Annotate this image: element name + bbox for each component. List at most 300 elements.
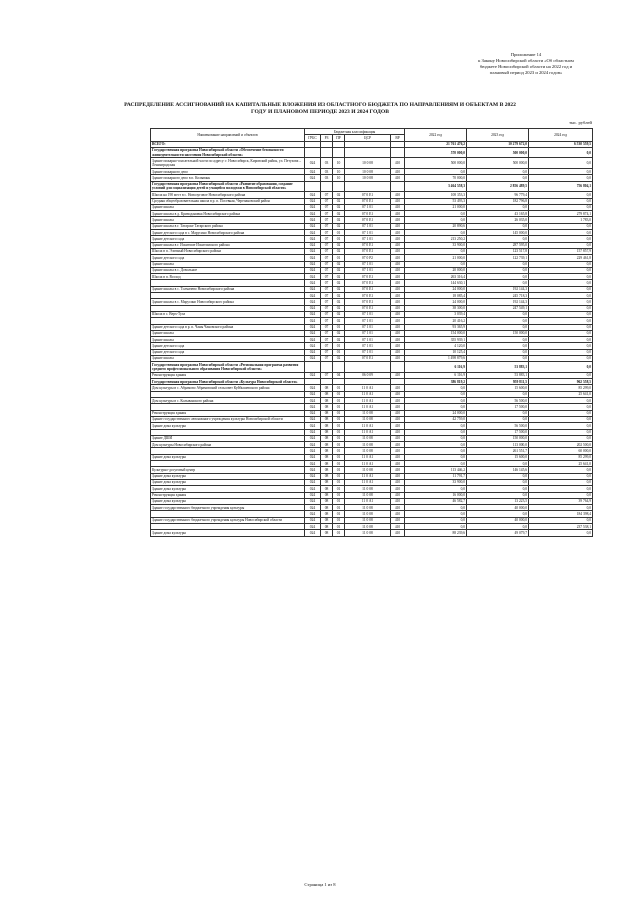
row-value-2024: 0,0 <box>529 423 593 429</box>
row-code-vr: 410 <box>391 286 405 292</box>
row-code-csr: 11 0 А1 <box>345 454 391 460</box>
units-label: тыс. рублей <box>569 120 592 125</box>
row-name: Здание ДШИ <box>151 435 305 441</box>
row-code-rz: 08 <box>321 398 333 404</box>
row-code-grbs: 024 <box>305 423 321 429</box>
row-name: Здание дома культуры <box>151 486 305 492</box>
row-code-grbs: 024 <box>305 248 321 254</box>
row-code-pr: 02 <box>333 318 345 324</box>
row-code-csr: 11 0 08 <box>345 511 391 517</box>
row-value-2023: 0,0 <box>467 261 529 267</box>
row-code-grbs: 024 <box>305 530 321 536</box>
row-value-2024: 0,0 <box>529 261 593 267</box>
row-code-rz: 07 <box>321 261 333 267</box>
row-code-pr: 02 <box>333 267 345 273</box>
row-code-rz <box>321 147 333 158</box>
row-name: Здание детского сада <box>151 349 305 355</box>
row-code-rz: 07 <box>321 324 333 330</box>
row-code-vr: 410 <box>391 524 405 530</box>
row-value-2024: 229 461,8 <box>529 255 593 261</box>
row-code-rz: 07 <box>321 223 333 229</box>
row-code-csr: 11 0 08 <box>345 517 391 523</box>
row-value-2024: 0,0 <box>529 492 593 498</box>
row-value-2023: 245 718,3 <box>467 293 529 299</box>
row-value-2024: 0,0 <box>529 318 593 324</box>
row-code-rz: 07 <box>321 230 333 236</box>
row-value-2023: 56 500,0 <box>467 398 529 404</box>
row-code-grbs: 024 <box>305 169 321 175</box>
row-value-2022: 24 000,0 <box>405 286 467 292</box>
row-name: Здание государственного бюджетного учреждения культуры <box>151 505 305 511</box>
row-value-2022: 42 759,0 <box>405 416 467 422</box>
row-value-2022: 0,0 <box>405 524 467 530</box>
row-code-vr: 410 <box>391 511 405 517</box>
row-code-grbs: 024 <box>305 261 321 267</box>
row-code-rz: 07 <box>321 311 333 317</box>
row-code-pr: 02 <box>333 293 345 299</box>
row-value-2024: 0,0 <box>529 311 593 317</box>
row-code-grbs: 024 <box>305 175 321 181</box>
row-code-pr: 10 <box>333 158 345 169</box>
row-code-csr: 07 1 01 <box>345 311 391 317</box>
row-code-pr: 01 <box>333 530 345 536</box>
row-code-pr: 02 <box>333 355 345 361</box>
row-code-grbs: 024 <box>305 204 321 210</box>
row-value-2022: 33 900,0 <box>405 479 467 485</box>
row-value-2024: 0,0 <box>529 147 593 158</box>
row-value-2024: 0,0 <box>529 473 593 479</box>
row-code-csr: 11 0 08 <box>345 505 391 511</box>
row-value-2023: 0,0 <box>467 473 529 479</box>
row-value-2022: 113 446,2 <box>405 467 467 473</box>
row-code-vr: 410 <box>391 204 405 210</box>
row-code-grbs: 024 <box>305 280 321 286</box>
row-code-csr: 07 1 01 <box>345 267 391 273</box>
row-code-csr: 07 1 01 <box>345 330 391 336</box>
row-code-vr: 410 <box>391 242 405 248</box>
row-value-2022: 386 819,2 <box>405 379 467 385</box>
row-code-csr: 07 0 Е1 <box>345 242 391 248</box>
row-code-csr: 11 0 08 <box>345 524 391 530</box>
row-code-rz: 07 <box>321 286 333 292</box>
row-code-pr: 01 <box>333 473 345 479</box>
row-code-grbs: 024 <box>305 398 321 404</box>
row-code-rz: 07 <box>321 211 333 217</box>
row-code-grbs: 024 <box>305 524 321 530</box>
row-code-rz: 03 <box>321 175 333 181</box>
row-value-2022: 10 125,4 <box>405 349 467 355</box>
row-name: Здание государственного бюджетного учреждения культуры Новосибирской области <box>151 517 305 523</box>
row-code-vr: 410 <box>391 211 405 217</box>
row-value-2022: 0,0 <box>405 461 467 467</box>
row-value-2024: 0,0 <box>529 467 593 473</box>
row-name: Школа на 190 мест в с. Новолуговое Новосибирского района <box>151 192 305 198</box>
row-code-vr: 410 <box>391 454 405 460</box>
row-code-csr: 07 0 Е1 <box>345 305 391 311</box>
row-code-rz: 08 <box>321 479 333 485</box>
row-value-2023: 49 079,7 <box>467 530 529 536</box>
row-code-rz: 08 <box>321 385 333 391</box>
row-code-grbs: 024 <box>305 274 321 280</box>
row-code-csr: 11 0 А1 <box>345 398 391 404</box>
row-code-pr: 10 <box>333 175 345 181</box>
row-value-2022: 0,0 <box>405 217 467 223</box>
row-value-2023: 0,0 <box>467 486 529 492</box>
row-code-grbs <box>305 147 321 158</box>
row-code-pr: 01 <box>333 391 345 397</box>
row-name: Школа в п. Восход <box>151 274 305 280</box>
row-code-grbs: 024 <box>305 299 321 305</box>
row-value-2022: 3 464 558,3 <box>405 181 467 192</box>
row-code-pr: 01 <box>333 410 345 416</box>
row-code-vr: 410 <box>391 169 405 175</box>
row-code-pr: 01 <box>333 404 345 410</box>
row-code-rz: 07 <box>321 255 333 261</box>
row-value-2023: 53 883,1 <box>467 372 529 378</box>
row-value-2024: 0,0 <box>529 236 593 242</box>
row-code-pr: 01 <box>333 324 345 330</box>
table-row <box>151 530 593 536</box>
row-code-pr: 02 <box>333 286 345 292</box>
row-value-2022: 0,0 <box>405 442 467 448</box>
row-code-pr: 01 <box>333 486 345 492</box>
row-value-2024: 0,0 <box>529 267 593 273</box>
row-code-pr: 01 <box>333 230 345 236</box>
row-code-csr: 11 0 08 <box>345 416 391 422</box>
row-value-2024: 60 000,0 <box>529 448 593 454</box>
row-code-rz: 07 <box>321 293 333 299</box>
row-value-2024: 0,0 <box>529 505 593 511</box>
row-code-grbs: 024 <box>305 311 321 317</box>
row-code-pr: 02 <box>333 261 345 267</box>
row-code-csr: 10 0 08 <box>345 175 391 181</box>
row-code-pr: 02 <box>333 299 345 305</box>
row-code-grbs: 024 <box>305 242 321 248</box>
annex-line: бюджете Новосибирской области на 2022 год и <box>479 64 573 69</box>
row-code-vr: 410 <box>391 311 405 317</box>
row-code-pr: 04 <box>333 372 345 378</box>
row-value-2022: 0,0 <box>405 230 467 236</box>
row-value-2022: 355 939,1 <box>405 337 467 343</box>
row-code-vr: 410 <box>391 236 405 242</box>
row-name: Государственная программа Новосибирской области «Развитие образования, создание условий для социализации детей и учащейся молодежи в Новосибирской области» <box>151 181 305 192</box>
row-value-2024: 279 874,1 <box>529 211 593 217</box>
row-code-pr: 01 <box>333 343 345 349</box>
row-code-csr: 07 1 01 <box>345 349 391 355</box>
row-code-pr: 01 <box>333 442 345 448</box>
row-value-2024: 0,0 <box>529 435 593 441</box>
row-value-2023: 959 811,5 <box>467 379 529 385</box>
row-value-2022: 46 582,7 <box>405 498 467 504</box>
row-value-2022: 20 416,2 <box>405 318 467 324</box>
row-value-2024: 1 783,0 <box>529 217 593 223</box>
row-code-grbs: 024 <box>305 416 321 422</box>
row-value-2024: 0,0 <box>529 349 593 355</box>
row-value-2023: 182 796,8 <box>467 198 529 204</box>
row-value-2023: 0,0 <box>467 511 529 517</box>
row-value-2024: 85 299,0 <box>529 385 593 391</box>
row-code-rz: 07 <box>321 274 333 280</box>
row-code-csr: 11 0 08 <box>345 448 391 454</box>
row-code-grbs: 024 <box>305 435 321 441</box>
row-code-grbs: 024 <box>305 305 321 311</box>
row-name: Здание дома культуры <box>151 498 305 504</box>
row-value-2023: 0,0 <box>467 524 529 530</box>
row-code-vr: 410 <box>391 261 405 267</box>
row-code-vr: 410 <box>391 274 405 280</box>
row-value-2022: 154 000,0 <box>405 330 467 336</box>
row-code-vr: 410 <box>391 461 405 467</box>
row-code-grbs: 024 <box>305 211 321 217</box>
row-value-2022: 570 000,0 <box>405 147 467 158</box>
row-value-2023: 0,0 <box>467 410 529 416</box>
row-value-2024: 962 558,5 <box>529 379 593 385</box>
row-name: Дом культуры в с. Абрамово Абрамовский сельсовет Куйбышевского района <box>151 385 305 391</box>
row-code-pr: 01 <box>333 511 345 517</box>
row-code-vr: 410 <box>391 248 405 254</box>
row-code-grbs: 024 <box>305 255 321 261</box>
row-code-pr: 01 <box>333 435 345 441</box>
row-code-vr: 410 <box>391 318 405 324</box>
row-code-pr <box>333 181 345 192</box>
row-code-vr <box>391 362 405 373</box>
row-code-rz: 08 <box>321 442 333 448</box>
row-code-pr: 10 <box>333 169 345 175</box>
row-code-rz: 08 <box>321 511 333 517</box>
row-name: Здание детского сада <box>151 343 305 349</box>
row-code-grbs: 024 <box>305 498 321 504</box>
row-name: Государственная программа Новосибирской области «Обеспечение безопасности жизнедеятельности населения Новосибирской области» <box>151 147 305 158</box>
row-name: Здание школы <box>151 330 305 336</box>
row-code-vr: 410 <box>391 416 405 422</box>
row-code-grbs: 024 <box>305 429 321 435</box>
row-code-rz: 08 <box>321 530 333 536</box>
row-code-rz: 08 <box>321 461 333 467</box>
row-code-rz: 08 <box>321 498 333 504</box>
row-code-rz: 07 <box>321 343 333 349</box>
row-value-2022: 0,0 <box>405 423 467 429</box>
row-code-csr: 07 0 Е1 <box>345 198 391 204</box>
table-body <box>151 141 593 536</box>
row-name: Школа в п. Элитный Новосибирского района <box>151 248 305 254</box>
allocation-table <box>150 128 593 537</box>
row-code-pr: 01 <box>333 461 345 467</box>
row-code-vr: 410 <box>391 324 405 330</box>
row-value-2024: 0,0 <box>529 410 593 416</box>
row-name: Здание дома культуры <box>151 473 305 479</box>
row-code-grbs: 024 <box>305 505 321 511</box>
row-code-rz: 07 <box>321 198 333 204</box>
row-code-vr: 410 <box>391 349 405 355</box>
row-code-csr: 07 0 Е1 <box>345 293 391 299</box>
row-value-2022: 88 239,6 <box>405 530 467 536</box>
row-code-vr: 410 <box>391 498 405 504</box>
row-code-vr: 410 <box>391 337 405 343</box>
row-code-pr: 01 <box>333 385 345 391</box>
row-value-2023: 0,0 <box>467 236 529 242</box>
annex-line: плановый период 2023 и 2024 годов» <box>489 70 563 75</box>
row-name: Здание дома культуры <box>151 454 305 460</box>
row-name: Дом культуры Новосибирского района <box>151 442 305 448</box>
row-code-vr: 410 <box>391 217 405 223</box>
row-value-2023: 150 000,0 <box>467 435 529 441</box>
row-value-2023: 0,0 <box>467 324 529 330</box>
row-code-csr: 11 0 08 <box>345 486 391 492</box>
row-value-2024: 0,0 <box>529 355 593 361</box>
row-code-csr: 07 0 Е1 <box>345 286 391 292</box>
row-code-rz: 07 <box>321 355 333 361</box>
row-value-2023: 0,0 <box>467 355 529 361</box>
row-code-grbs: 024 <box>305 486 321 492</box>
row-code-vr: 410 <box>391 255 405 261</box>
row-value-2024: 0,0 <box>529 286 593 292</box>
row-value-2023: 122 739,1 <box>467 255 529 261</box>
table-row <box>151 362 593 373</box>
header-vr: ВР <box>391 135 405 141</box>
row-value-2023: 0,0 <box>467 337 529 343</box>
row-code-rz: 07 <box>321 248 333 254</box>
row-code-pr <box>333 362 345 373</box>
row-code-vr: 410 <box>391 404 405 410</box>
row-code-csr <box>345 147 391 158</box>
row-name: Здание дома культуры <box>151 423 305 429</box>
row-code-csr: 07 0 Е1 <box>345 355 391 361</box>
row-name: Государственная программа Новосибирской области «Региональная программа развития среднего профессионального образования Новосибирской области» <box>151 362 305 373</box>
row-value-2023: 192 144,3 <box>467 299 529 305</box>
row-code-vr: 410 <box>391 410 405 416</box>
row-code-vr: 410 <box>391 467 405 473</box>
row-code-grbs: 024 <box>305 473 321 479</box>
row-code-csr: 06 0 09 <box>345 372 391 378</box>
row-code-grbs: 024 <box>305 286 321 292</box>
row-code-rz: 07 <box>321 242 333 248</box>
row-code-rz: 08 <box>321 410 333 416</box>
row-code-csr: 07 0 Е1 <box>345 217 391 223</box>
row-value-2024: 0,0 <box>529 305 593 311</box>
row-code-vr: 410 <box>391 267 405 273</box>
row-code-vr: 410 <box>391 398 405 404</box>
row-name: Здание детского сада в р. п. Чаны Чановского района <box>151 324 305 330</box>
row-value-2023: 145 000,0 <box>467 230 529 236</box>
row-value-2024: 0,0 <box>529 330 593 336</box>
row-code-pr: 02 <box>333 192 345 198</box>
row-value-2024: 157 857,9 <box>529 248 593 254</box>
row-code-vr: 410 <box>391 293 405 299</box>
row-value-2023: 123 517,8 <box>467 248 529 254</box>
row-code-grbs: 024 <box>305 293 321 299</box>
row-code-rz <box>321 362 333 373</box>
row-code-grbs: 024 <box>305 517 321 523</box>
row-value-2022: 0,0 <box>405 429 467 435</box>
row-value-2023: 0,0 <box>467 416 529 422</box>
row-code-csr: 11 0 А1 <box>345 385 391 391</box>
row-name: Здание школы <box>151 217 305 223</box>
row-code-rz: 08 <box>321 416 333 422</box>
row-code-grbs: 024 <box>305 461 321 467</box>
row-value-2023: 0,0 <box>467 280 529 286</box>
row-value-2022: 20 000,0 <box>405 267 467 273</box>
row-value-2022: 0,0 <box>405 454 467 460</box>
row-name: Здание пожарного депо в п. Колывань <box>151 175 305 181</box>
row-value-2023: 0,0 <box>467 204 529 210</box>
row-value-2024: 0,0 <box>529 293 593 299</box>
row-value-2022: 0,0 <box>405 435 467 441</box>
row-value-2022: 0,0 <box>405 391 467 397</box>
row-code-grbs: 024 <box>305 410 321 416</box>
row-code-pr: 01 <box>333 255 345 261</box>
row-value-2023: 0,0 <box>467 391 529 397</box>
row-value-2023: 0,0 <box>467 343 529 349</box>
row-code-grbs: 024 <box>305 158 321 169</box>
row-code-grbs: 024 <box>305 337 321 343</box>
row-code-rz: 08 <box>321 492 333 498</box>
row-value-2024: 756 804,1 <box>529 181 593 192</box>
row-name: Здание школы в г. Татарске Татарского района <box>151 223 305 229</box>
table-row <box>151 158 593 169</box>
row-value-2022: 93 365,9 <box>405 324 467 330</box>
row-value-2022: 0,0 <box>405 404 467 410</box>
row-code-grbs: 024 <box>305 223 321 229</box>
row-value-2023: 13 223,5 <box>467 498 529 504</box>
row-name: Здание дома культуры <box>151 479 305 485</box>
header-name: Наименование направлений и объектов <box>151 129 305 142</box>
row-code-pr: 01 <box>333 429 345 435</box>
row-code-grbs: 024 <box>305 511 321 517</box>
row-value-2023: 0,0 <box>467 479 529 485</box>
row-code-grbs: 024 <box>305 454 321 460</box>
row-name: Здание школы <box>151 355 305 361</box>
row-code-grbs: 024 <box>305 404 321 410</box>
row-value-2024: 0,0 <box>529 486 593 492</box>
row-name: Здание детского сада в с. Марусино Новосибирского района <box>151 230 305 236</box>
row-code-pr: 01 <box>333 524 345 530</box>
row-value-2024: 0,0 <box>529 198 593 204</box>
row-value-2023: 2 856 489,5 <box>467 181 529 192</box>
row-code-vr: 410 <box>391 517 405 523</box>
row-name: ВСЕГО: <box>151 141 305 147</box>
row-value-2022: 4 120,0 <box>405 343 467 349</box>
row-value-2023: 43 165,8 <box>467 211 529 217</box>
row-value-2023: 500 000,0 <box>467 158 529 169</box>
row-code-csr: 11 0 08 <box>345 435 391 441</box>
row-value-2022: 21 761 476,2 <box>405 141 467 147</box>
row-value-2024: 0,0 <box>529 362 593 373</box>
row-value-2023: 113 000,0 <box>467 442 529 448</box>
row-name: Дом культуры в с. Колыванского района <box>151 398 305 404</box>
row-value-2022: 108 353,3 <box>405 192 467 198</box>
row-code-pr: 02 <box>333 204 345 210</box>
row-value-2024: 0,0 <box>529 230 593 236</box>
row-code-csr: 07 0 Е1 <box>345 192 391 198</box>
row-code-pr: 02 <box>333 242 345 248</box>
row-value-2024: 85 299,0 <box>529 454 593 460</box>
row-code-grbs: 024 <box>305 448 321 454</box>
row-code-vr: 410 <box>391 355 405 361</box>
row-value-2024: 0,0 <box>529 398 593 404</box>
row-name: Здание школы в с. Довольное <box>151 267 305 273</box>
row-code-vr: 410 <box>391 305 405 311</box>
row-value-2023: 15 600,0 <box>467 454 529 460</box>
row-value-2024: 0,0 <box>529 299 593 305</box>
row-value-2023: 0,0 <box>467 169 529 175</box>
row-code-pr: 02 <box>333 211 345 217</box>
header-rz: РЗ <box>321 135 333 141</box>
row-code-csr: 07 0 Е1 <box>345 299 391 305</box>
row-value-2022: 38 300,0 <box>405 305 467 311</box>
row-name: Здание детского сада <box>151 236 305 242</box>
row-code-pr: 01 <box>333 236 345 242</box>
row-code-grbs: 024 <box>305 355 321 361</box>
